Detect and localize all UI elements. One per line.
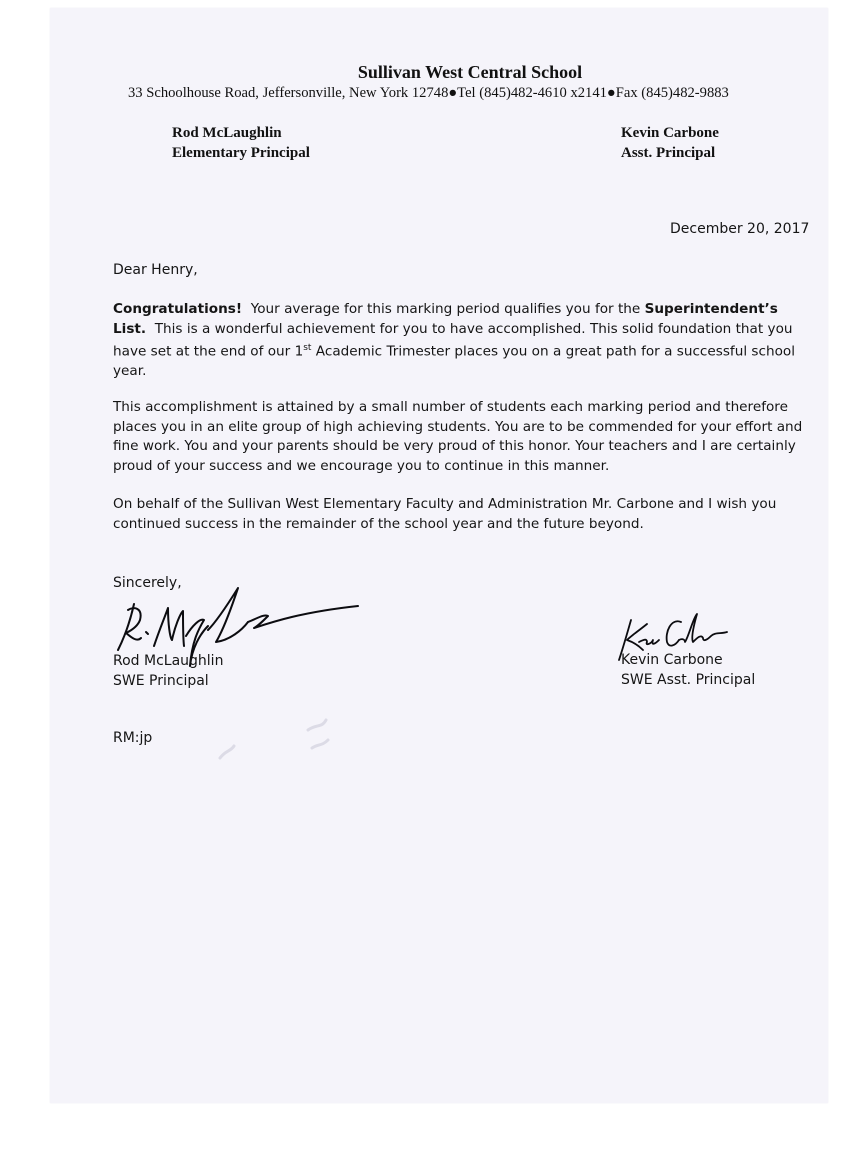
signatory-right-name: Kevin Carbone bbox=[621, 652, 723, 668]
school-name: Sullivan West Central School bbox=[357, 62, 583, 82]
signatory-left-name: Rod McLaughlin bbox=[113, 653, 224, 669]
ordinal-suffix: st bbox=[303, 343, 312, 353]
right-officer-name: Kevin Carbone bbox=[621, 125, 719, 141]
left-officer bbox=[172, 123, 310, 163]
paragraph-behalf: On behalf of the Sullivan West Elementary Faculty and Administration Mr. Carbone and I wish you continued success in the remainder of the school year and the future beyond. bbox=[113, 496, 777, 532]
letter-date: December 20, 2017 bbox=[670, 221, 810, 237]
signatory-right bbox=[621, 650, 755, 690]
paragraph-congratulations bbox=[113, 300, 818, 382]
paragraph-accomplishment: This accomplishment is attained by a small number of students each marking period and therefore places you in an elite group of high achieving students. You are to be commended for your effort and fine work. You and your parents should be very proud of this honor. Your teachers and I are certainly proud of your success and we encourage you to continue in this manner. bbox=[113, 399, 803, 474]
p1-text-a: Your average for this marking period qualifies you for the bbox=[250, 301, 641, 317]
school-address: 33 Schoolhouse Road, Jeffersonville, New York 12748●Tel (845)482-4610 x2141●Fax (845)482-9883 bbox=[128, 85, 729, 101]
p1-text-b: This is a wonderful achievement for you to have accomplished. This solid foundation that you have set at the end of our 1 bbox=[113, 320, 793, 360]
closing: Sincerely, bbox=[113, 575, 182, 591]
right-officer bbox=[621, 123, 719, 163]
signatory-left-role: SWE Principal bbox=[113, 673, 209, 689]
right-officer-title: Asst. Principal bbox=[621, 145, 716, 161]
left-officer-name: Rod McLaughlin bbox=[172, 125, 282, 141]
honor-name: Superintendent’s List. bbox=[113, 301, 778, 337]
typist-initials: RM:jp bbox=[113, 730, 153, 746]
signatory-left bbox=[113, 651, 223, 691]
signatory-right-role: SWE Asst. Principal bbox=[621, 672, 756, 688]
left-officer-title: Elementary Principal bbox=[172, 145, 310, 161]
salutation: Dear Henry, bbox=[113, 262, 198, 278]
p1-text-c: Academic Trimester places you on a great path for a successful school year. bbox=[113, 343, 795, 380]
paper-crease-marks bbox=[200, 700, 360, 780]
congratulations-lead: Congratulations! bbox=[113, 301, 243, 317]
letter-sheet bbox=[50, 8, 828, 1103]
